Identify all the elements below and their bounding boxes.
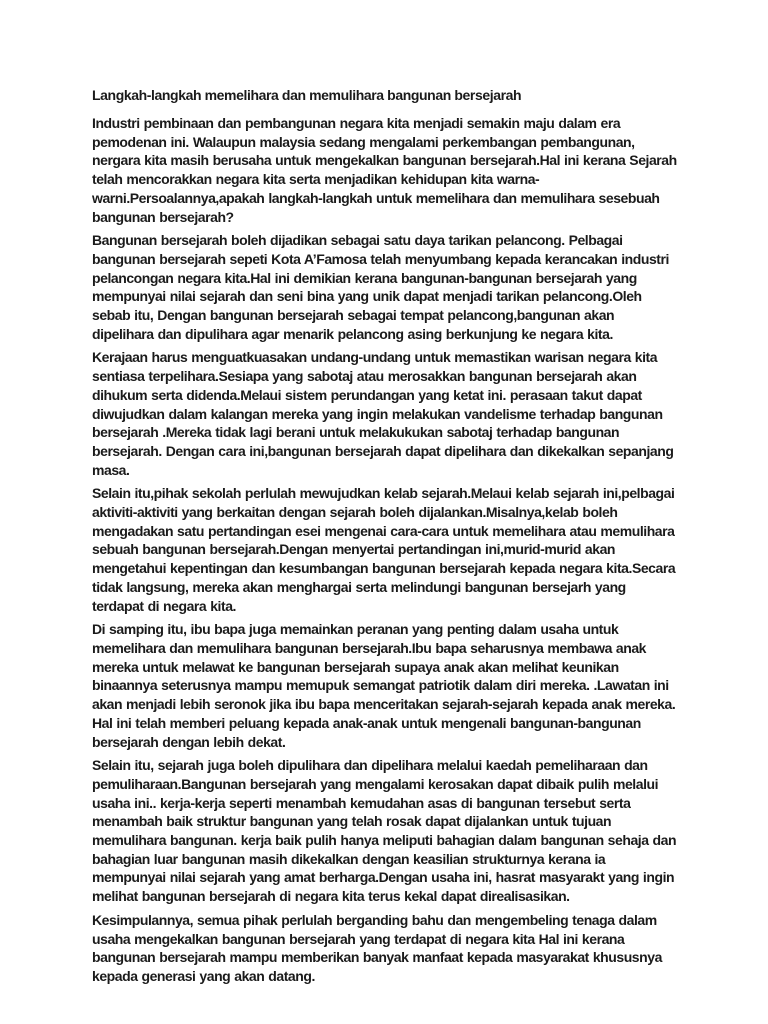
paragraph-law: Kerajaan harus menguatkuasakan undang-undang untuk memastikan warisan negara kita sentiasa terpelihara.Sesiapa yang sabotaj atau merosakkan bangunan bersejarah akan dihukum serta didenda.Melaui sistem perundangan yang ketat ini. perasaan takut dapat diwujudkan dalam kalangan mereka yang ingin melakukan vandelisme terhadap bangunan bersejarah .Mereka tidak lagi berani untuk melakukukan sabotaj terhadap bangunan bersejarah. Dengan cara ini,bangunan bersejarah dapat dipelihara dan dikekalkan sepanjang masa. xyxy=(92,349,674,478)
paragraph-restoration: Selain itu, sejarah juga boleh dipulihara dan dipelihara melalui kaedah pemeliharaan dan pemuliharaan.Bangunan bersejarah yang mengalami kerosakan dapat dibaik pulih melalui usaha ini.. kerja-kerja seperti menambah kemudahan asas di bangunan tersebut serta menambah baik struktur bangunan yang telah rosak dapat dijalankan untuk tujuan memulihara bangunan. kerja baik pulih hanya meliputi bahagian dalam bangunan sehaja dan bahagian luar bangunan masih dikekalkan dengan keasilian strukturnya kerana ia mempunyai nilai sejarah yang amat berharga.Dengan usaha ini, hasrat masyarakt yang ingin melihat bangunan bersejarah di negara kita terus kekal dapat direalisasikan. xyxy=(92,757,677,905)
page-title: Langkah-langkah memelihara dan memulihara bangunan bersejarah xyxy=(92,87,522,103)
paragraph-tourism: Bangunan bersejarah boleh dijadikan sebagai satu daya tarikan pelancong. Pelbagai bangunan bersejarah sepeti Kota A’Famosa telah menyumbang kepada kerancakan industri pelancongan negara kita.Hal ini demikian kerana bangunan-bangunan bersejarah yang mempunyai nilai sejarah dan seni bina yang unik dapat menjadi tarikan pelancong.Oleh sebab itu, Dengan bangunan bersejarah sebagai tempat pelancong,bangunan akan dipelihara dan dipulihara agar menarik pelancong asing berkunjung ke negara kita. xyxy=(92,232,669,342)
paragraph-parents: Di samping itu, ibu bapa juga memainkan peranan yang penting dalam usaha untuk memelihara dan memulihara bangunan bersejarah.Ibu bapa seharusnya membawa anak mereka untuk melawat ke bangunan bersejarah supaya anak akan melihat keunikan binaannya seterusnya mampu memupuk semangat patriotik dalam diri mereka. .Lawatan ini akan menjadi lebih seronok jika ibu bapa menceritakan sejarah-sejarah kepada anak mereka. Hal ini telah memberi peluang kepada anak-anak untuk mengenali bangunan-bangunan bersejarah dengan lebih dekat. xyxy=(92,621,676,750)
paragraph-intro: Industri pembinaan dan pembangunan negara kita menjadi semakin maju dalam era pemodenan ini. Walaupun malaysia sedang mengalami perkembangan pembangunan, nergara kita masih berusaha untuk mengekalkan bangunan bersejarah.Hal ini kerana Sejarah telah mencorakkan negara kita serta menjadikan kehidupan kita warna-warni.Persoalannya,apakah langkah-langkah untuk memelihara dan memulihara sesebuah bangunan bersejarah? xyxy=(92,115,677,225)
paragraph-school-club: Selain itu,pihak sekolah perlulah mewujudkan kelab sejarah.Melaui kelab sejarah ini,pelbagai aktiviti-aktiviti yang berkaitan dengan sejarah boleh dijalankan.Misalnya,kelab boleh mengadakan satu pertandingan esei mengenai cara-cara untuk memelihara atau memulihara sebuah bangunan bersejarah.Dengan menyertai pertandingan ini,murid-murid akan mengetahui kepentingan dan kesumbangan bangunan bersejarah kepada negara kita.Secara tidak langsung, mereka akan menghargai serta melindungi bangunan bersejarh yang terdapat di negara kita. xyxy=(92,485,676,614)
paragraph-conclusion: Kesimpulannya, semua pihak perlulah berganding bahu dan mengembeling tenaga dalam usaha mengekalkan bangunan bersejarah yang terdapat di negara kita Hal ini kerana bangunan bersejarah mampu memberikan banyak manfaat kepada masyarakat khususnya kepada generasi yang akan datang. xyxy=(92,911,662,984)
